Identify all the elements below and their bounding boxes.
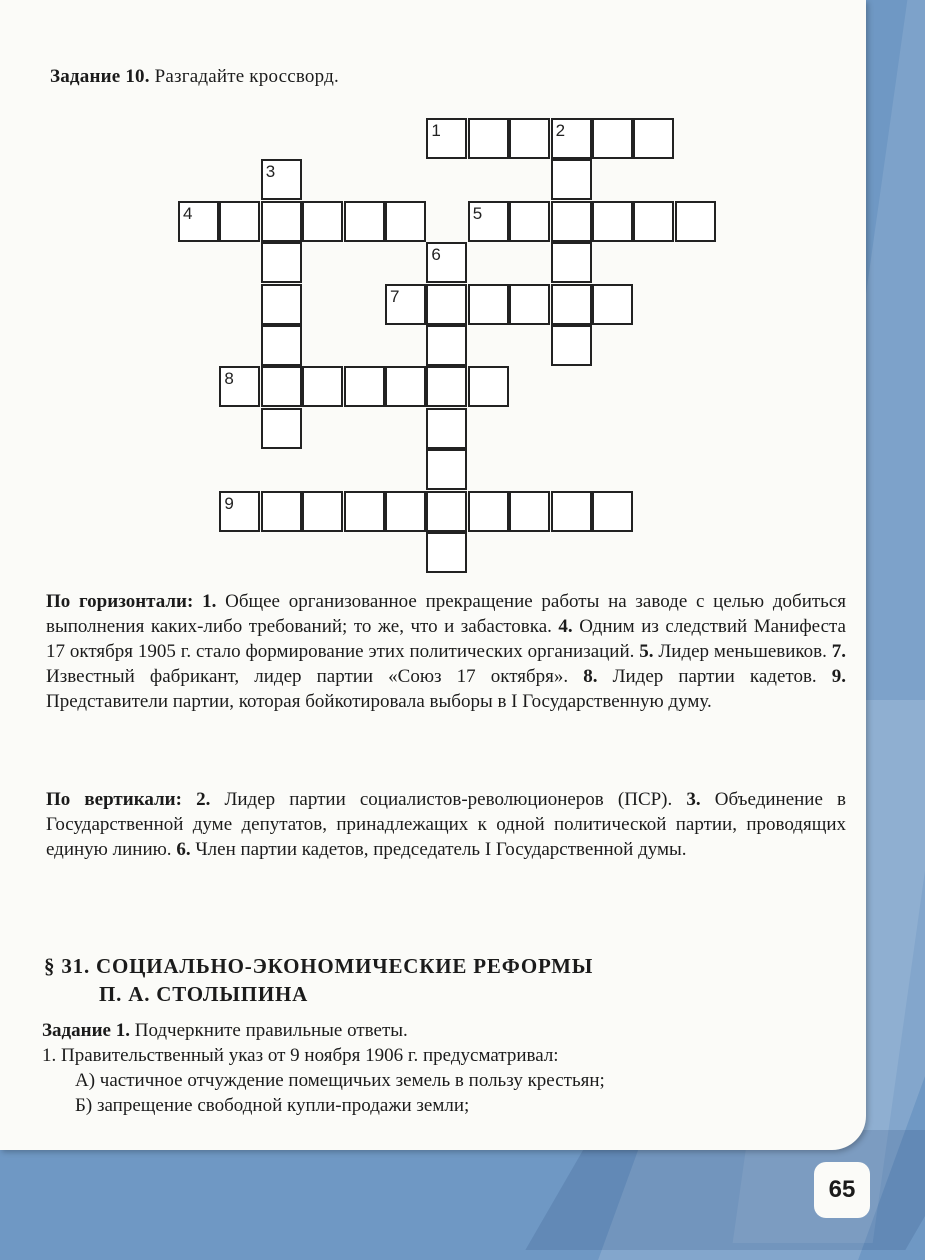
crossword-cell[interactable]: [426, 408, 467, 449]
crossword-cell[interactable]: [261, 491, 302, 532]
clue-number: 7.: [831, 641, 847, 662]
answer-option-b[interactable]: Б) запрещение свободной купли-продажи земли;: [75, 1095, 470, 1116]
crossword-cell[interactable]: [551, 284, 592, 325]
task-10-text: Разгадайте кроссворд.: [154, 66, 339, 87]
clue-text: Лидер меньшевиков.: [658, 641, 827, 662]
crossword-clue-number: 4: [183, 203, 193, 223]
task-1-heading: [42, 1018, 842, 1043]
clue-text: Общее организованное прекращение работы на заводе с целью добиться выполнения каких-либо требований; то же, что и забастовка.: [46, 591, 847, 637]
crossword-cell[interactable]: [261, 284, 302, 325]
clue-text: Лидер партии кадетов.: [612, 666, 817, 687]
crossword-cell[interactable]: [468, 366, 509, 407]
crossword-cell[interactable]: [261, 325, 302, 366]
crossword-cell[interactable]: [426, 532, 467, 573]
crossword-cell[interactable]: [344, 491, 385, 532]
crossword-cell[interactable]: [344, 366, 385, 407]
clue-number: 3.: [686, 789, 701, 810]
clues-horizontal-label: По горизонтали:: [46, 591, 194, 612]
crossword-cell[interactable]: [385, 201, 426, 242]
question-1: 1. Правительственный указ от 9 ноября 1906 г. предусматривал:: [42, 1045, 559, 1066]
clue-text: Член партии кадетов, председатель I Государственной думы.: [195, 839, 687, 860]
crossword-cell[interactable]: [509, 491, 550, 532]
crossword-clue-number: 9: [224, 493, 234, 513]
clue-number: 9.: [831, 666, 847, 687]
crossword-cell[interactable]: [385, 491, 426, 532]
crossword-clue-number: 2: [555, 121, 566, 140]
clues-vertical: [46, 787, 846, 862]
crossword-cell[interactable]: [592, 284, 633, 325]
section-title: [44, 952, 593, 1008]
crossword-cell[interactable]: [426, 366, 467, 407]
answer-option-a[interactable]: А) частичное отчуждение помещичьих земель в пользу крестьян;: [75, 1070, 605, 1091]
task-1-label: Задание 1.: [42, 1020, 130, 1041]
section-title-line-2: П. А. СТОЛЫПИНА: [99, 982, 309, 1006]
crossword-clue-number: 5: [472, 203, 483, 223]
crossword-cell[interactable]: [468, 118, 509, 159]
clues-vertical-label: По вертикали:: [46, 789, 182, 810]
crossword-clue-number: 1: [431, 121, 441, 140]
clue-number: 4.: [558, 616, 573, 637]
clue-number: 8.: [583, 666, 598, 687]
clues-horizontal: [46, 589, 846, 714]
crossword-cell[interactable]: [344, 201, 385, 242]
clue-number: 6.: [176, 839, 191, 860]
crossword-cell[interactable]: [302, 201, 343, 242]
crossword-cell[interactable]: [426, 325, 467, 366]
crossword-cell[interactable]: [302, 366, 343, 407]
task-1-block: [42, 1018, 842, 1118]
crossword-cell[interactable]: [261, 408, 302, 449]
crossword-cell[interactable]: [551, 201, 592, 242]
crossword-cell[interactable]: [633, 201, 674, 242]
crossword-cell[interactable]: [551, 159, 592, 200]
crossword-cell[interactable]: [551, 491, 592, 532]
clue-number: 5.: [639, 641, 654, 662]
crossword-cell[interactable]: [633, 118, 674, 159]
crossword-cell[interactable]: [426, 491, 467, 532]
clue-text: Объединение в Государственной думе депутатов, принадлежащих к одной политической партии, проводящих единую линию.: [46, 789, 846, 860]
crossword-clue-number: 3: [265, 162, 276, 182]
crossword-clue-number: 7: [390, 286, 400, 306]
crossword-cell[interactable]: [675, 201, 716, 242]
crossword-cell[interactable]: [302, 491, 343, 532]
crossword-clue-number: 6: [431, 245, 441, 265]
clue-number: 2.: [196, 789, 211, 810]
crossword-cell[interactable]: [592, 491, 633, 532]
crossword-cell[interactable]: [551, 325, 592, 366]
crossword-cell[interactable]: [261, 242, 302, 283]
section-title-line-1: § 31. СОЦИАЛЬНО-ЭКОНОМИЧЕСКИЕ РЕФОРМЫ: [44, 954, 594, 978]
crossword-cell[interactable]: [551, 242, 592, 283]
crossword-cell[interactable]: [509, 284, 550, 325]
crossword-grid: [0, 0, 866, 600]
crossword-clue-number: 8: [224, 369, 234, 389]
task-10-label: Задание 10.: [50, 66, 150, 87]
crossword-cell[interactable]: [592, 201, 633, 242]
crossword-cell[interactable]: [426, 284, 467, 325]
crossword-cell[interactable]: [261, 201, 302, 242]
clue-text: Одним из следствий Манифеста 17 октября 1905 г. стало формирование этих политических организаций.: [46, 616, 846, 662]
crossword-cell[interactable]: [468, 284, 509, 325]
crossword-cell[interactable]: [468, 491, 509, 532]
crossword-cell[interactable]: [261, 366, 302, 407]
clue-text: Известный фабрикант, лидер партии «Союз 17 октября».: [46, 666, 569, 687]
clue-number: 1.: [202, 591, 217, 612]
task-1-text: Подчеркните правильные ответы.: [134, 1020, 408, 1041]
crossword-cell[interactable]: [592, 118, 633, 159]
crossword-cell[interactable]: [426, 449, 467, 490]
crossword-cell[interactable]: [509, 118, 550, 159]
clue-text: Представители партии, которая бойкотировала выборы в I Государственную думу.: [46, 691, 712, 712]
crossword-cell[interactable]: [219, 201, 260, 242]
clue-text: Лидер партии социалистов-революционеров (ПСР).: [224, 789, 673, 810]
page-number-badge: 65: [814, 1162, 870, 1218]
crossword-cell[interactable]: [385, 366, 426, 407]
crossword-cell[interactable]: [509, 201, 550, 242]
